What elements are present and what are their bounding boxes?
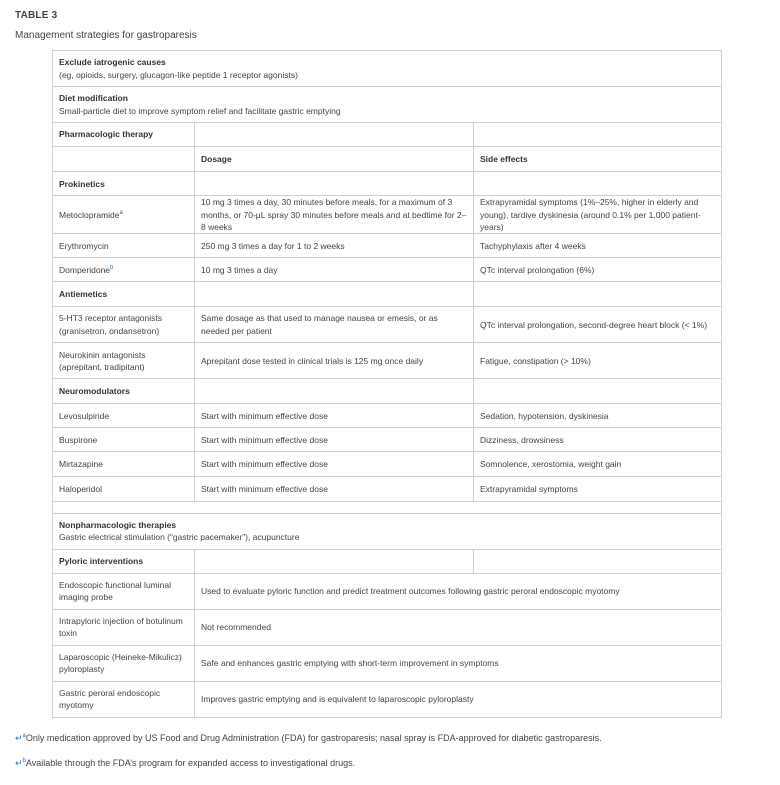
return-arrow-icon[interactable]: ↵$^b$ (15, 758, 26, 768)
table-row (53, 609, 722, 645)
antiemetics-title: Antiemetics (53, 282, 195, 307)
nonpharm-title: Nonpharmacologic therapies (59, 519, 177, 530)
diet-text: Small-particle diet to improve symptom relief and facilitate gastric emptying (59, 105, 341, 116)
footnote-b-text: Available through the FDA’s program for expanded access to investigational drugs. (25, 758, 356, 768)
table-row (53, 343, 722, 379)
footnote-b (15, 755, 602, 780)
col-header-dosage: Dosage (195, 147, 474, 172)
pyloric-title: Pyloric interventions (53, 549, 195, 573)
footnote-a-text: Only medication approved by US Food and Drug Administration (FDA) for gastroparesis; nasal spray is FDA-approved for diabetic gastroparesis. (25, 733, 602, 743)
nonpharm-text: Gastric electrical stimulation (“gastric pacemaker”), acupuncture (59, 532, 300, 543)
table-caption: Management strategies for gastroparesis (15, 30, 197, 41)
table-row-col-headers (53, 147, 722, 172)
dosage-cell: Start with minimum effective dose (195, 477, 474, 501)
side-effects-cell: Tachyphylaxis after 4 weeks (474, 234, 722, 258)
dosage-cell: Start with minimum effective dose (195, 452, 474, 477)
neuromodulators-title: Neuromodulators (53, 379, 195, 404)
intervention-name-cell: Gastric peroral endoscopic myotomy (53, 681, 195, 717)
table-row (53, 404, 722, 428)
drug-name: Domperidone (59, 264, 111, 275)
empty-cell (53, 147, 195, 172)
management-table (52, 50, 722, 718)
intervention-name-cell: Intrapyloric injection of botulinum toxin (53, 609, 195, 645)
side-effects-cell: Sedation, hypotension, dyskinesia (474, 404, 722, 428)
prokinetics-title: Prokinetics (53, 172, 195, 196)
drug-name-cell: Neurokinin antagonists (aprepitant, tradipitant) (53, 343, 195, 379)
dosage-cell: Start with minimum effective dose (195, 428, 474, 452)
dosage-cell: Same dosage as that used to manage nausea or emesis, or as needed per patient (195, 307, 474, 343)
footnote-mark-a: a (22, 733, 26, 739)
intervention-desc-cell: Improves gastric emptying and is equivalent to laparoscopic pyloroplasty (195, 681, 722, 717)
exclude-cell (53, 51, 722, 87)
table-row (53, 645, 722, 681)
table-row (53, 477, 722, 501)
side-effects-cell: Dizziness, drowsiness (474, 428, 722, 452)
table-row-spacer (53, 501, 722, 513)
empty-cell (195, 172, 474, 196)
exclude-text: (eg, opioids, surgery, glucagon-like peptide 1 receptor agonists) (59, 69, 298, 80)
table-row (53, 573, 722, 609)
diet-title: Diet modification (59, 93, 128, 104)
table-row-pharm (53, 123, 722, 147)
drug-name-cell: Buspirone (53, 428, 195, 452)
dosage-cell: 250 mg 3 times a day for 1 to 2 weeks (195, 234, 474, 258)
empty-cell (474, 282, 722, 307)
empty-cell (195, 123, 474, 147)
drug-name-cell: Levosulpiride (53, 404, 195, 428)
table-row (53, 681, 722, 717)
dosage-cell: 10 mg 3 times a day, 30 minutes before meals, for a maximum of 3 months, or 70-μL spray 30 minutes before meals and at bedtime for 2–8 weeks (195, 196, 474, 234)
drug-name-cell: 5-HT3 receptor antagonists (granisetron, ondansetron) (53, 307, 195, 343)
empty-cell (195, 549, 474, 573)
dosage-cell: Aprepitant dose tested in clinical trials is 125 mg once daily (195, 343, 474, 379)
footnote-mark-b: b (22, 758, 26, 764)
side-effects-cell: Extrapyramidal symptoms (1%–25%, higher in elderly and young), tardive dyskinesia (around 0.1% per 1,000 patient-years) (474, 196, 722, 234)
intervention-name-cell: Laparoscopic (Heineke-Mikulicz) pyloroplasty (53, 645, 195, 681)
spacer-cell (53, 501, 722, 513)
table-row (53, 307, 722, 343)
intervention-name-cell: Endoscopic functional luminal imaging probe (53, 573, 195, 609)
empty-cell (195, 379, 474, 404)
drug-name: Erythromycin (59, 240, 109, 251)
intervention-desc-cell: Used to evaluate pyloric function and predict treatment outcomes following gastric peroral endoscopic myotomy (195, 573, 722, 609)
empty-cell (474, 549, 722, 573)
table-row (53, 428, 722, 452)
side-effects-cell: QTc interval prolongation (6%) (474, 258, 722, 282)
table-row-diet (53, 87, 722, 123)
intervention-desc-cell: Not recommended (195, 609, 722, 645)
drug-name-cell (53, 234, 195, 258)
side-effects-cell: Fatigue, constipation (> 10%) (474, 343, 722, 379)
table-row (53, 452, 722, 477)
side-effects-cell: Extrapyramidal symptoms (474, 477, 722, 501)
empty-cell (474, 379, 722, 404)
footnotes (15, 730, 602, 780)
table-row (53, 196, 722, 234)
intervention-desc-cell: Safe and enhances gastric emptying with short-term improvement in symptoms (195, 645, 722, 681)
empty-cell (474, 123, 722, 147)
nonpharm-cell (53, 513, 722, 549)
return-arrow-icon[interactable]: ↵$^a$ (15, 733, 26, 743)
drug-name-cell: Haloperidol (53, 477, 195, 501)
col-header-side-effects: Side effects (474, 147, 722, 172)
footnote-ref-b[interactable]: b (110, 264, 114, 271)
table-row-section (53, 172, 722, 196)
side-effects-cell: Somnolence, xerostomia, weight gain (474, 452, 722, 477)
drug-name: Metoclopramide (59, 209, 120, 220)
table-label: TABLE 3 (15, 10, 58, 21)
footnote-ref-a[interactable]: a (119, 209, 123, 216)
side-effects-cell: QTc interval prolongation, second-degree heart block (< 1%) (474, 307, 722, 343)
drug-name-cell (53, 196, 195, 234)
table-row (53, 258, 722, 282)
table-row-section (53, 549, 722, 573)
table-row-section (53, 379, 722, 404)
diet-cell (53, 87, 722, 123)
table-row-section (53, 282, 722, 307)
exclude-title: Exclude iatrogenic causes (59, 57, 166, 68)
empty-cell (195, 282, 474, 307)
footnote-a (15, 730, 602, 755)
pharm-title: Pharmacologic therapy (53, 123, 195, 147)
dosage-cell: 10 mg 3 times a day (195, 258, 474, 282)
table-row-exclude (53, 51, 722, 87)
empty-cell (474, 172, 722, 196)
drug-name-cell: Mirtazapine (53, 452, 195, 477)
dosage-cell: Start with minimum effective dose (195, 404, 474, 428)
table-row (53, 234, 722, 258)
table-row-nonpharm (53, 513, 722, 549)
drug-name-cell (53, 258, 195, 282)
